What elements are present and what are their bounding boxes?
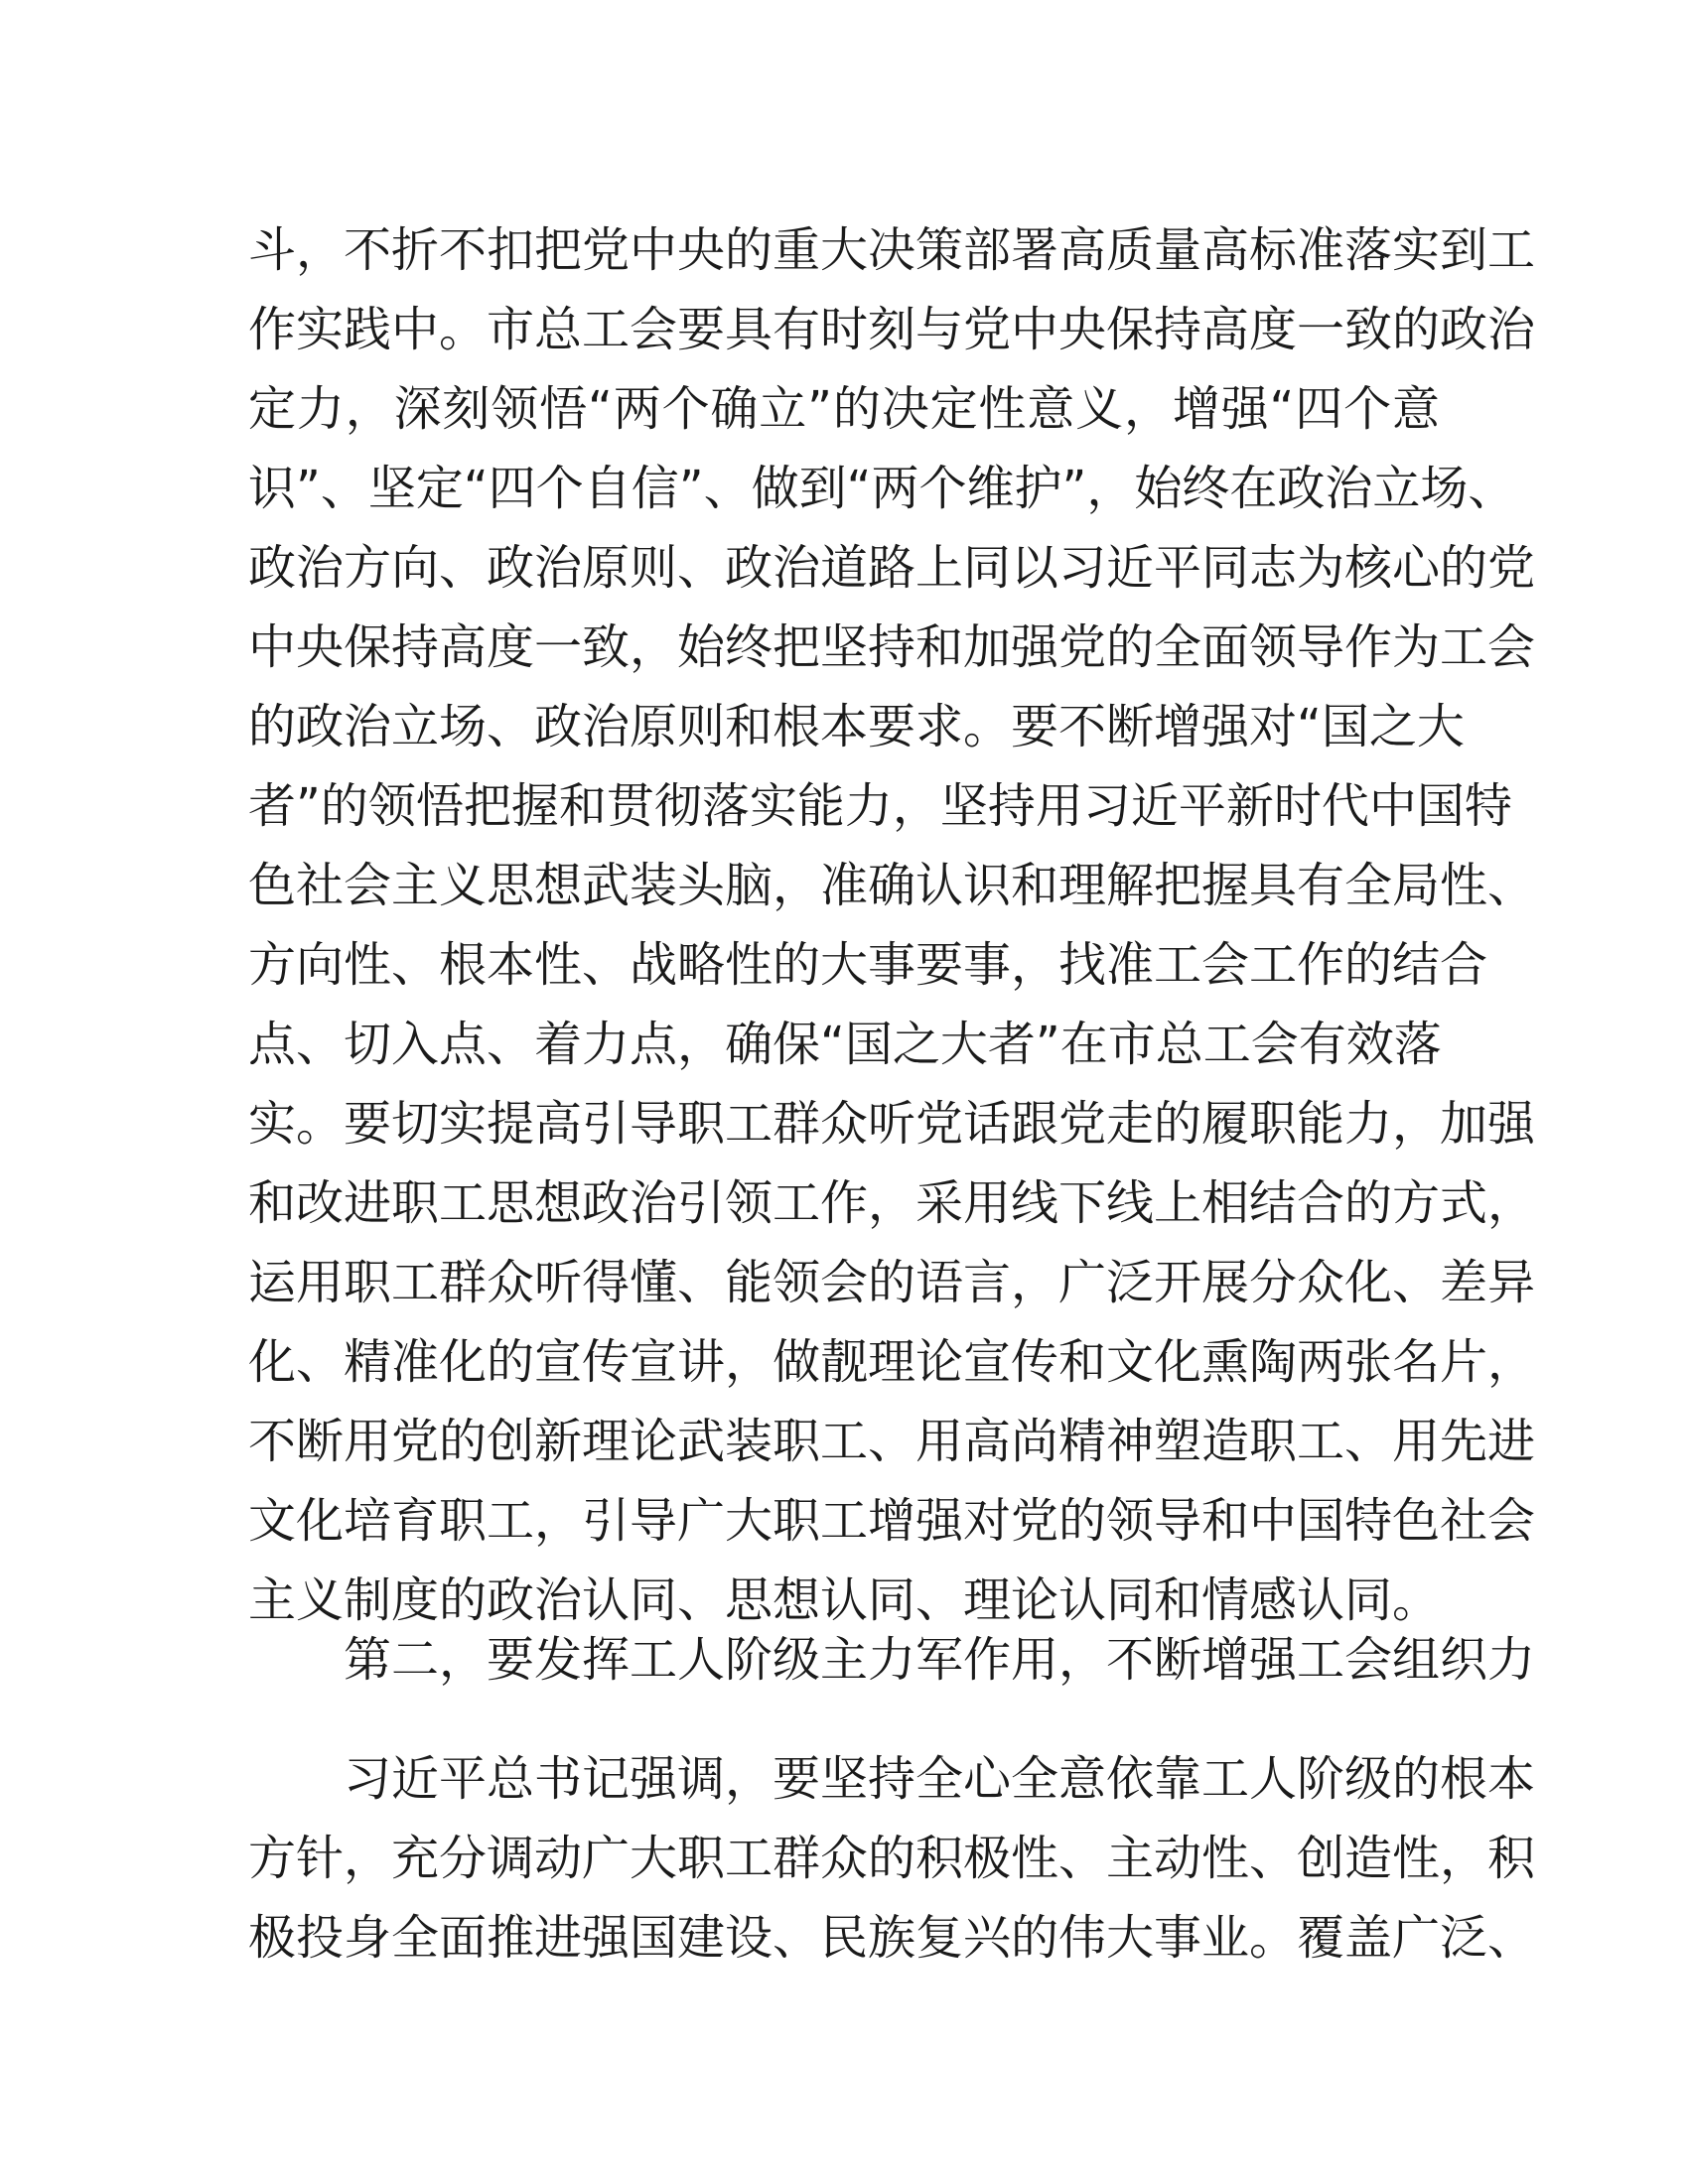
text-line: 斗，不折不扣把党中央的重大决策部署高质量高标准落实到工 (248, 222, 1536, 278)
heading-text: 第二，要发挥工人阶级主力军作用，不断增强工会组织力 (344, 1632, 1536, 1688)
text-line: 化、精准化的宣传宣讲，做靓理论宣传和文化熏陶两张名片， (248, 1334, 1536, 1390)
text-line: 和改进职工思想政治引领工作，采用线下线上相结合的方式， (248, 1175, 1536, 1231)
text-line: 运用职工群众听得懂、能领会的语言，广泛开展分众化、差异 (248, 1255, 1536, 1310)
text-line: 作实践中。市总工会要具有时刻与党中央保持高度一致的政治 (248, 302, 1536, 357)
section-heading (248, 1620, 1536, 1700)
text-line: 方针，充分调动广大职工群众的积极性、主动性、创造性，积 (248, 1831, 1536, 1886)
text-line: 文化培育职工，引导广大职工增强对党的领导和中国特色社会 (248, 1493, 1536, 1549)
text-line: 色社会主义思想武装头脑，准确认识和理解把握具有全局性、 (248, 858, 1536, 913)
paragraph-working-class (248, 1739, 1536, 1978)
text-line: 中央保持高度一致，始终把坚持和加强党的全面领导作为工会 (248, 619, 1536, 675)
text-line: 主义制度的政治认同、思想认同、理论认同和情感认同。 (248, 1572, 1441, 1628)
text-line: 定力，深刻领悟“两个确立”的决定性意义，增强“四个意 (248, 381, 1440, 437)
text-line: 者”的领悟把握和贯彻落实能力，坚持用习近平新时代中国特 (248, 778, 1512, 834)
text-line: 习近平总书记强调，要坚持全心全意依靠工人阶级的根本 (344, 1751, 1536, 1807)
text-line: 实。要切实提高引导职工群众听党话跟党走的履职能力，加强 (248, 1096, 1536, 1152)
text-line: 极投身全面推进强国建设、民族复兴的伟大事业。覆盖广泛、 (248, 1910, 1536, 1966)
paragraph-political-stance (248, 210, 1536, 1640)
text-line: 点、切入点、着力点，确保“国之大者”在市总工会有效落 (248, 1017, 1442, 1072)
text-line: 的政治立场、政治原则和根本要求。要不断增强对“国之大 (248, 699, 1465, 754)
text-line: 方向性、根本性、战略性的大事要事，找准工会工作的结合 (248, 937, 1488, 993)
text-line: 识”、坚定“四个自信”、做到“两个维护”，始终在政治立场、 (248, 461, 1516, 516)
text-line: 不断用党的创新理论武装职工、用高尚精神塑造职工、用先进 (248, 1414, 1536, 1469)
text-line: 政治方向、政治原则、政治道路上同以习近平同志为核心的党 (248, 540, 1536, 596)
